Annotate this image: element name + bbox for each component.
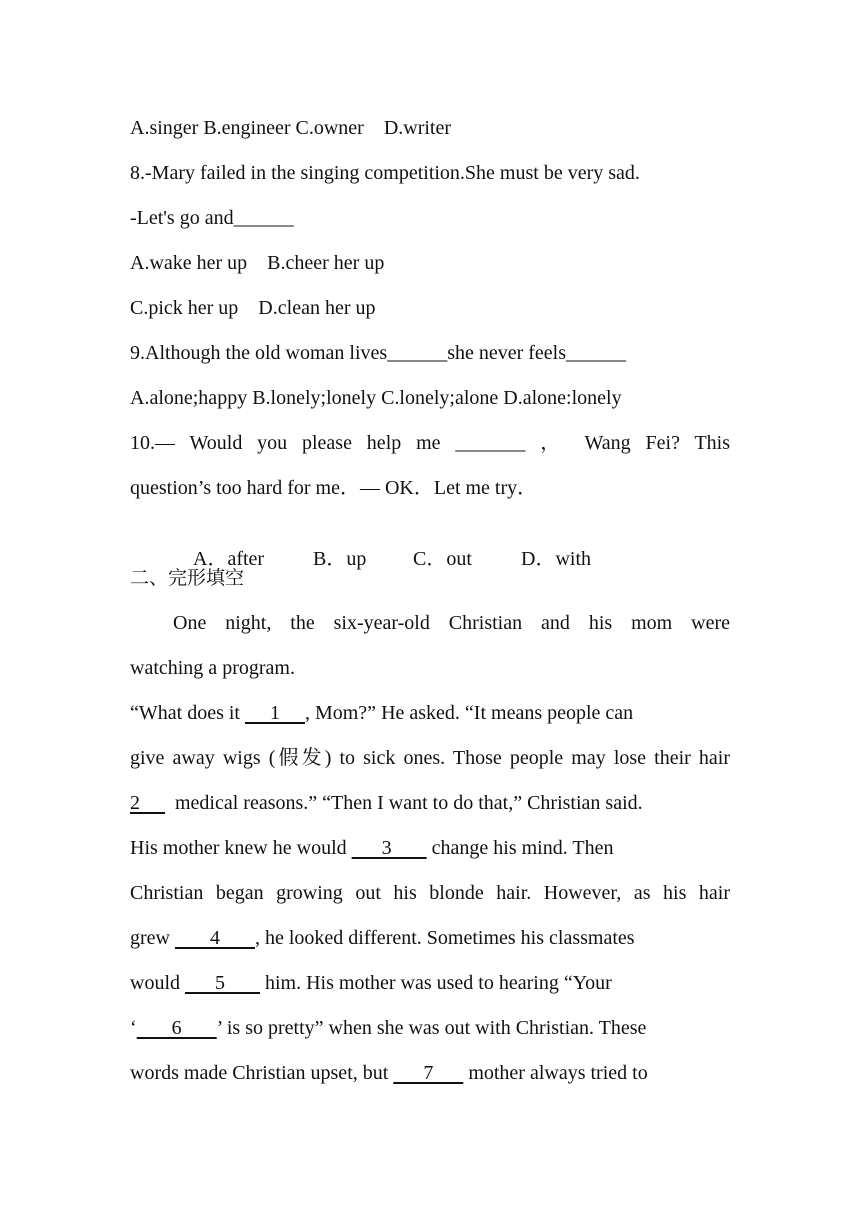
- blank-3: 3: [351, 837, 427, 859]
- passage-line-8: [130, 925, 730, 951]
- passage-line-6: [130, 835, 730, 861]
- passage-text: mother always tried to: [463, 1062, 648, 1084]
- q10-line2: question’s too hard for me．— OK．Let me try．: [130, 477, 538, 499]
- passage-text: change his mind. Then: [426, 837, 614, 859]
- passage-line-4: give away wigs (假发) to sick ones. Those people may lose their hair: [130, 747, 730, 769]
- passage-text: would: [130, 972, 185, 994]
- blank-2: 2: [130, 792, 165, 814]
- passage-line-9: [130, 970, 730, 996]
- passage-text: ’ is so pretty” when she was out with Christian. These: [216, 1017, 647, 1039]
- passage-text: grew: [130, 927, 175, 949]
- q10-option-b: B．up: [313, 548, 367, 570]
- passage-line-5: [130, 790, 730, 816]
- passage-line-1: One night, the six-year-old Christian and his mom were: [173, 612, 730, 634]
- q7-options: A.singer B.engineer C.owner D.writer: [130, 117, 452, 139]
- passage-text: ‘: [130, 1017, 137, 1039]
- section-title: 二、完形填空: [130, 567, 245, 589]
- blank-5: 5: [185, 972, 260, 994]
- passage-line-11: [130, 1060, 730, 1086]
- passage-line-10: [130, 1015, 730, 1041]
- blank-6: 6: [136, 1017, 217, 1039]
- passage-line-2: watching a program.: [130, 657, 295, 679]
- passage-text: His mother knew he would: [130, 837, 352, 859]
- passage-line-7: Christian began growing out his blonde hair. However, as his hair: [130, 882, 730, 904]
- passage-text: words made Christian upset, but: [130, 1062, 394, 1084]
- passage-line-3: [130, 700, 730, 726]
- q10-option-d: D．with: [521, 548, 591, 570]
- passage-text: medical reasons.” “Then I want to do that,” Christian said.: [165, 792, 643, 814]
- blank-7: 7: [393, 1062, 464, 1084]
- q8-options-row2: C.pick her up D.clean her up: [130, 297, 376, 319]
- q8-options-row1: A.wake her up B.cheer her up: [130, 252, 385, 274]
- q8-reply: -Let's go and______: [130, 207, 294, 229]
- q10-option-a: A．after: [193, 548, 265, 570]
- q9-question: 9.Although the old woman lives______she never feels______: [130, 342, 627, 364]
- q9-options: A.alone;happy B.lonely;lonely C.lonely;alone D.alone:lonely: [130, 387, 622, 409]
- q10-option-c: C．out: [413, 548, 472, 570]
- blank-1: 1: [244, 702, 305, 724]
- passage-text: him. His mother was used to hearing “Your: [260, 972, 612, 994]
- passage-text: , he looked different. Sometimes his classmates: [254, 927, 635, 949]
- q8-question: 8.-Mary failed in the singing competition.She must be very sad.: [130, 162, 640, 184]
- q10-line1: 10.— Would you please help me _______ ， Wang Fei? This: [130, 432, 730, 454]
- passage-text: , Mom?” He asked. “It means people can: [304, 702, 634, 724]
- blank-4: 4: [174, 927, 255, 949]
- passage-text: “What does it: [130, 702, 245, 724]
